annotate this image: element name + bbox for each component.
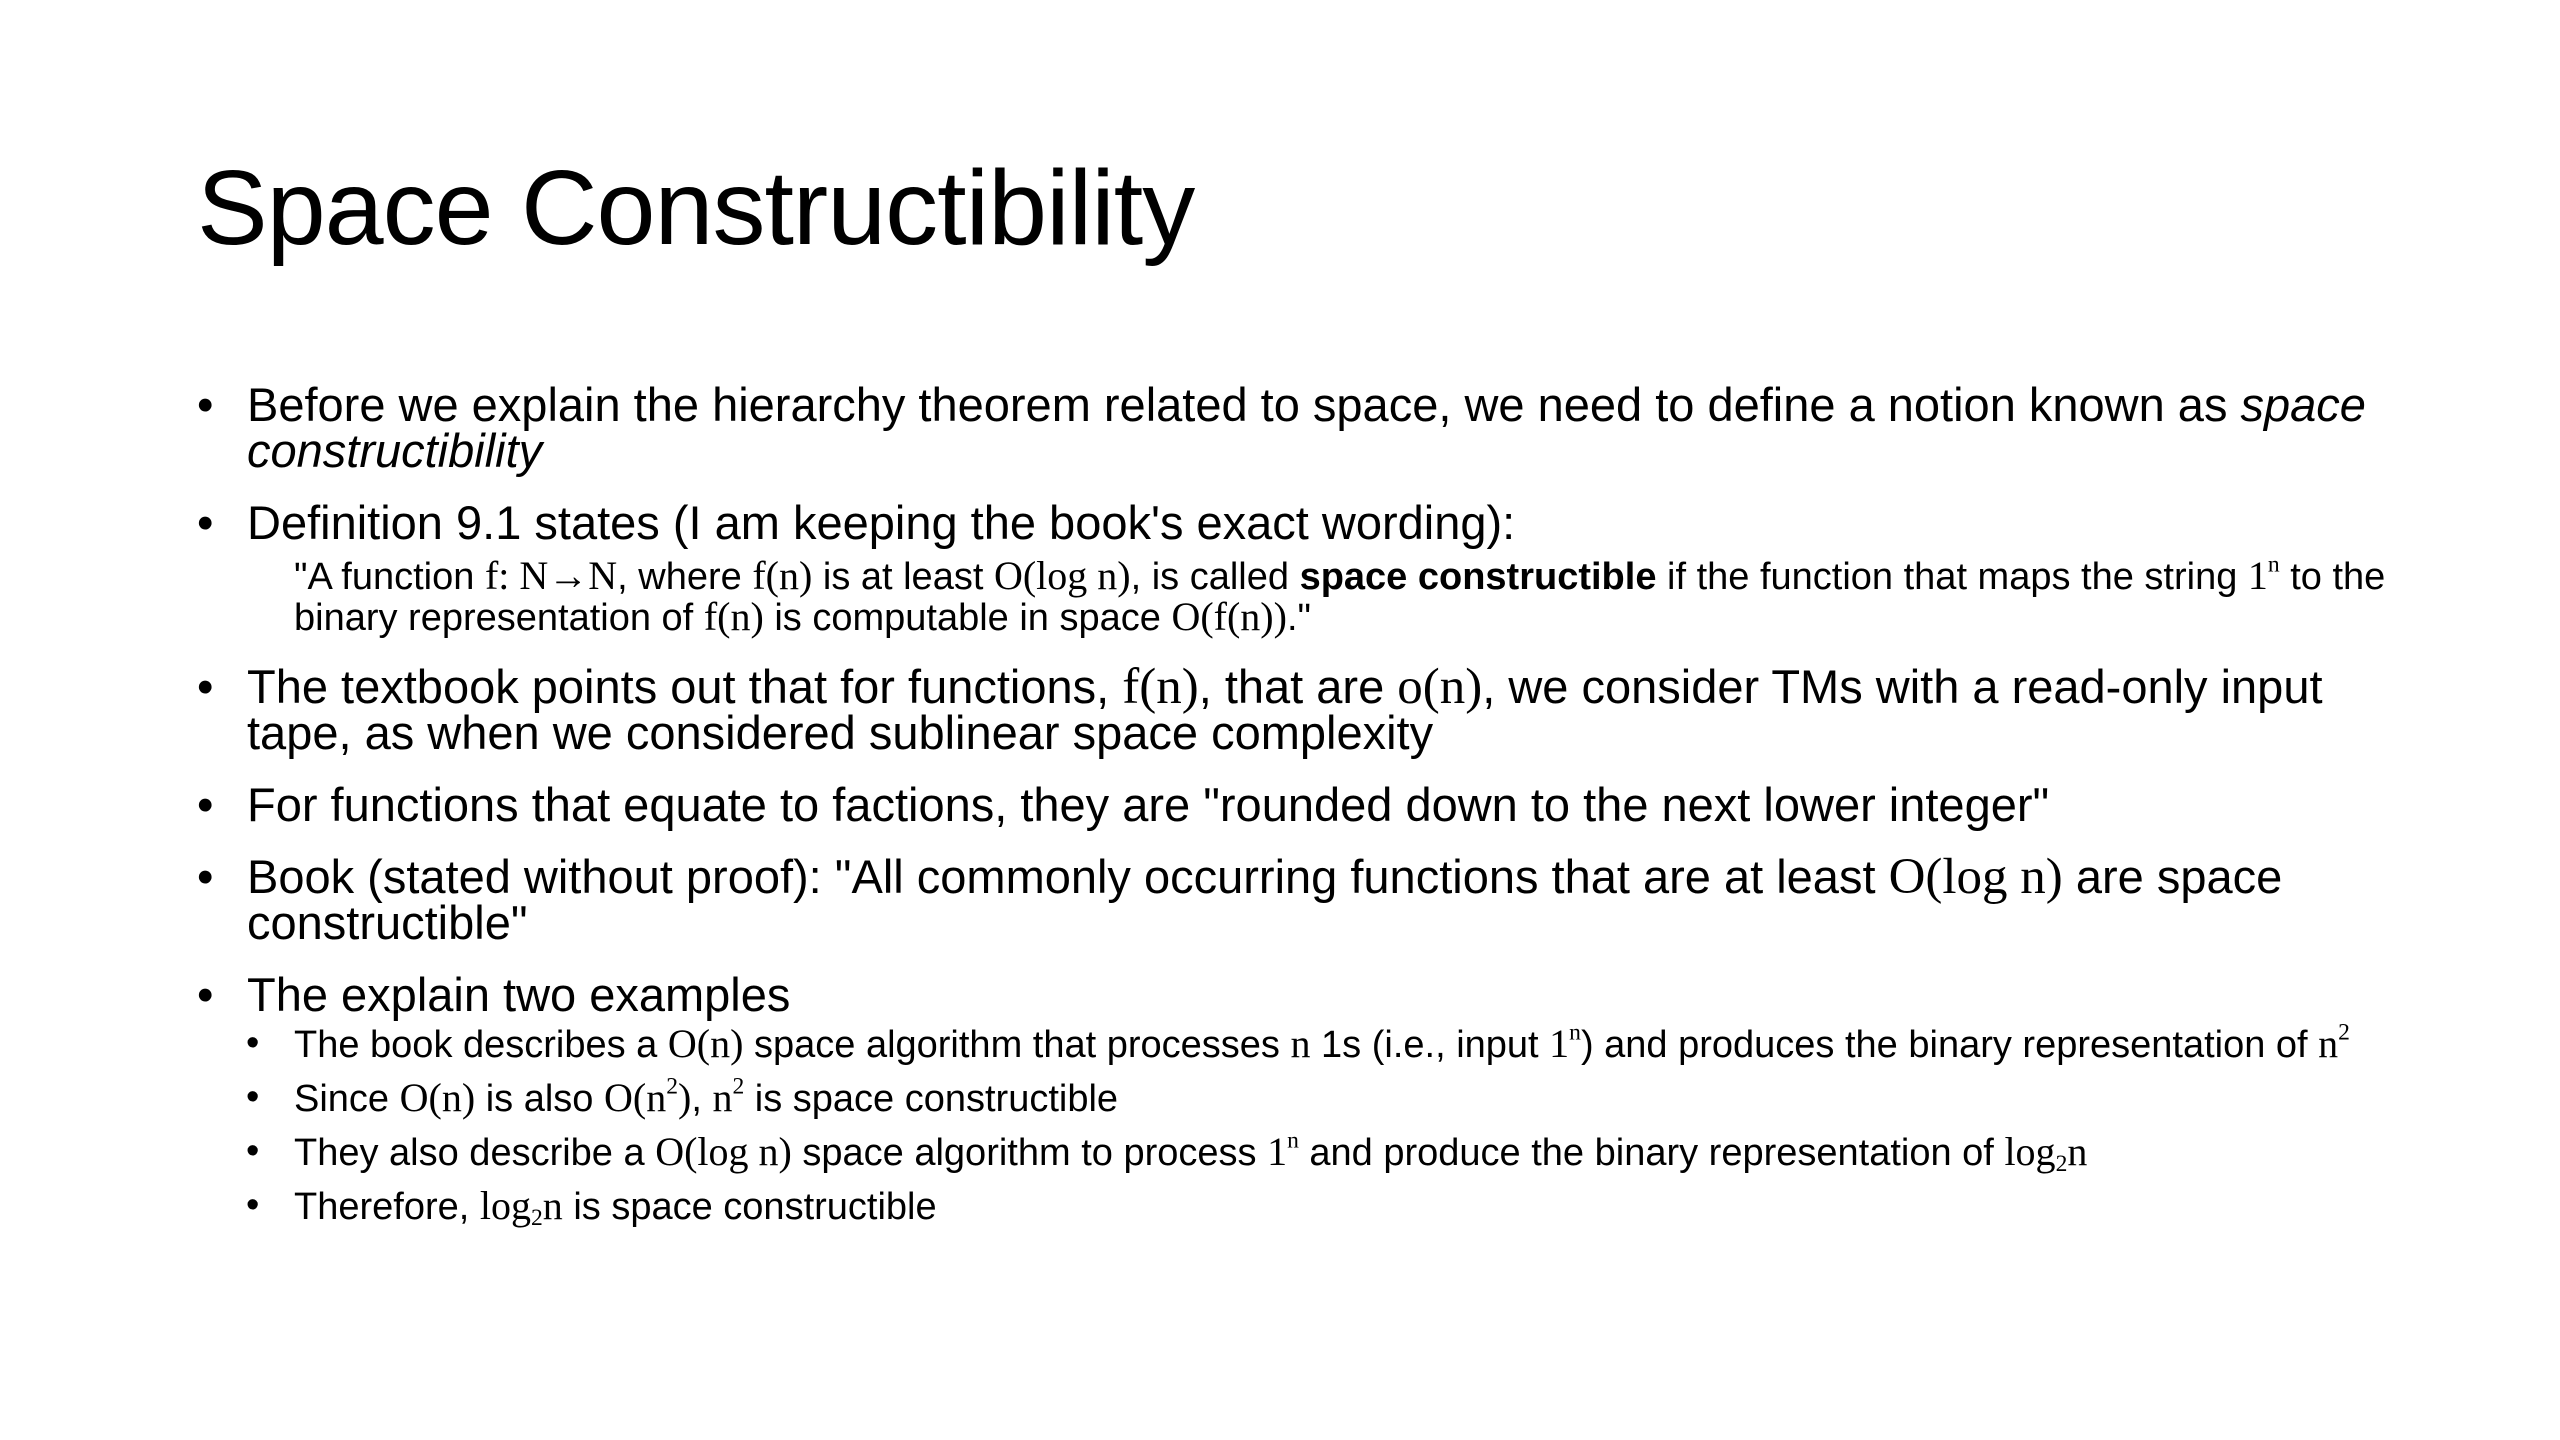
sub-bullet-n-squared-constructible: • Since O(n) is also $O(n^2)$, $n^2$ is space constructible (197, 1078, 2397, 1119)
bold-term: space constructible (1299, 556, 1657, 598)
bullet-definition-intro: • Definition 9.1 states (I am keeping the book's exact wording): (197, 500, 2397, 546)
bullet-sublinear: • The textbook points out that for functions, f(n), that are o(n), we consider TMs with a read-only input tape, as when we considered sublinear space complexity (197, 664, 2397, 756)
italic-term: space constructibility (247, 378, 2366, 477)
bullet-fractions: • For functions that equate to factions, they are "rounded down to the next lower integer" (197, 782, 2397, 828)
bullet-list (197, 378, 2397, 1240)
sub-bullet-log-algorithm: • They also describe a O(log n) space algorithm to process 1$^n$ and produce the binary representation of $\log_2n$ (197, 1132, 2397, 1173)
sub-bullet-n-squared-algorithm: • The book describes a O(n) space algorithm that processes n 1s (i.e., input 1$^n$) and produces the binary representation of $n^2$ (197, 1024, 2397, 1065)
slide-title: Space Constructibility (197, 149, 1195, 267)
definition-quote: "A function f: N→N, where f(n) is at least O(log n), is called space constructible if the function that maps the string 1$^n$ to the binary representation of f(n) is computable in space O(f(n))." (294, 551, 2386, 639)
bullet-examples: • The explain two examples (197, 972, 2397, 1018)
bullet-book-claim: • Book (stated without proof): "All commonly occurring functions that are at least O(log n) are space constructible" (197, 854, 2397, 946)
sub-bullet-list (197, 1019, 2397, 1231)
sub-bullet-log-constructible: • Therefore, $\log_2n$ is space constructible (197, 1186, 2397, 1227)
bullet-space-constructibility-intro: • Before we explain the hierarchy theorem related to space, we need to define a notion known as space constructibility (197, 382, 2397, 474)
